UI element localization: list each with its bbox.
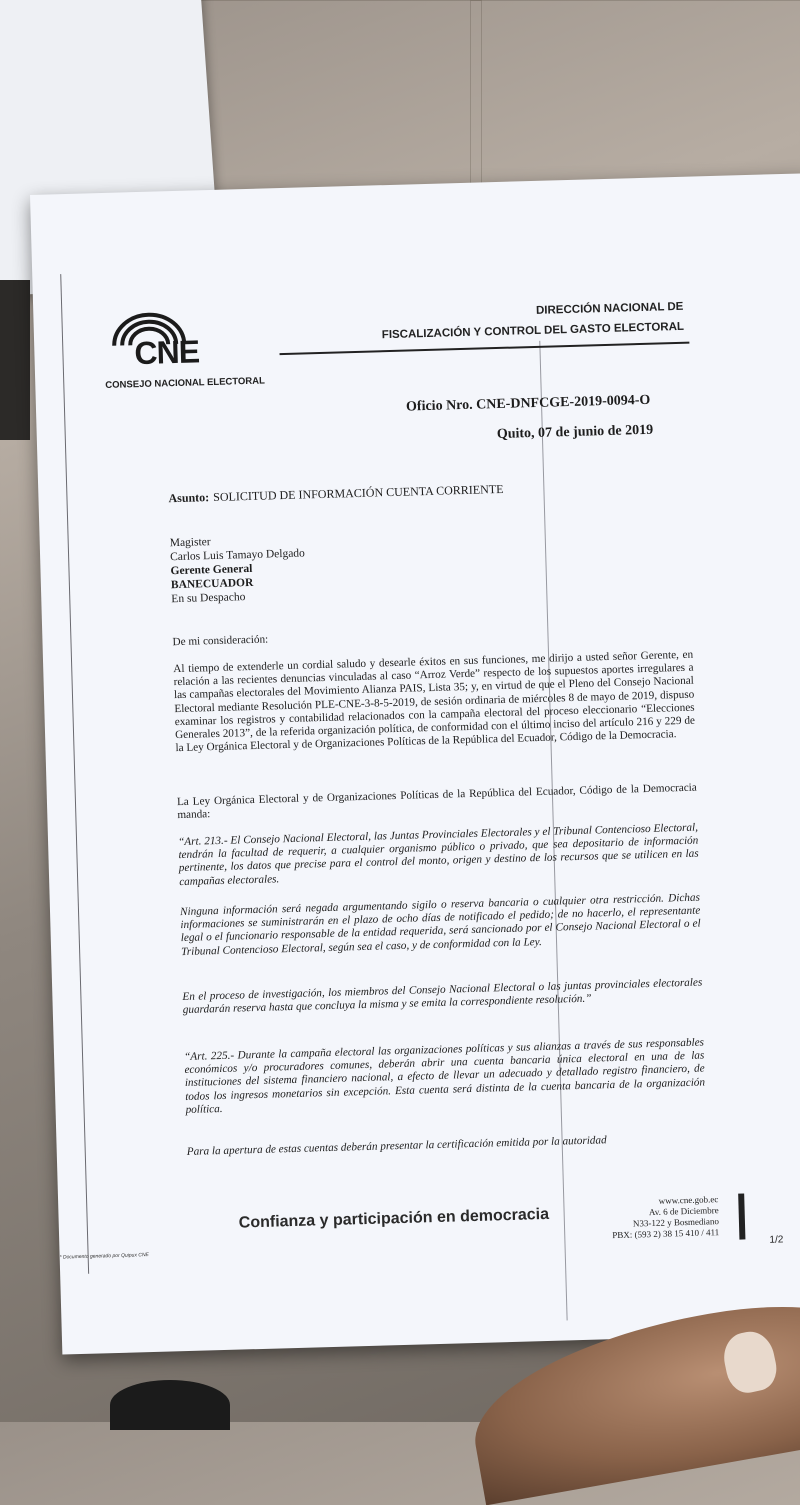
margin-line xyxy=(60,274,89,1274)
logo-subtitle: CONSEJO NACIONAL ELECTORAL xyxy=(105,375,266,391)
paragraph-art-213-cont: Ninguna información será negada argumentando sigilo o reserva bancaria o cualquier otra restricción. Dichas informaciones se suministrarán en el plazo de ocho días de notificado el pedido; de no hacerlo, el representante legal o el funcionario responsable de la entidad requerida, será sancionado por el Consejo Nacional Electoral o el Tribunal Contencioso Electoral, según sea el caso, y de conformidad con la Ley. xyxy=(179,891,701,958)
oficio-number: Oficio Nro. CNE-DNFCGE-2019-0094-O xyxy=(405,392,651,415)
footer-contact xyxy=(598,1194,719,1241)
footer-address-2: N33-122 y Bosmediano xyxy=(632,1216,720,1229)
paragraph-art-213-end: En el proceso de investigación, los miembros del Consejo Nacional Electoral o las juntas provinciales electorales guardarán reserva hasta que concluya la misma y se emita la correspondiente resolución.” xyxy=(182,976,703,1017)
shoe xyxy=(110,1380,230,1430)
logo-text: CNE xyxy=(133,333,200,372)
subject-text: SOLICITUD DE INFORMACIÓN CUENTA CORRIENTE xyxy=(212,481,504,504)
letter-date: Quito, 07 de junio de 2019 xyxy=(496,422,654,443)
footer-phone: PBX: (593 2) 38 15 410 / 411 xyxy=(612,1227,720,1241)
background-dark-object xyxy=(0,280,30,440)
paragraph-art-225: “Art. 225.- Durante la campaña electoral las organizaciones políticas y sus alianzas a través de sus responsables económicos y/o procuradores comunes, deberán abrir una cuenta bancaria única electoral en una de las instituciones del sistema financiero nacional, a efecto de llevar un adecuado y detallado registro financiero, de todos los ingresos monetarios sin excepción. Esta cuenta será distinta de la cuenta bancaria de la organización política. xyxy=(183,1036,706,1116)
paragraph-1: Al tiempo de extenderle un cordial saludo y desearle éxitos en sus funciones, me dirijo a usted señor Gerente, en relación a las recientes denuncias vinculadas al caso “Arroz Verde” respecto de los supuestos aportes irregulares a las campañas electorales del Movimiento Alianza PAIS, Lista 35; y, en virtud de que el Pleno del Consejo Nacional Electoral mediante Resolución PLE-CNE-3-8-5-2019, de sesión ordinaria de miércoles 8 de mayo de 2019, dispuso examinar los registros y contabilidad relacionados con la campaña electoral del proceso eleccionario “Elecciones Generales 2013”, de la referida organización política, de conformidad con el último inciso del artículo 216 y 229 de la Ley Orgánica Electoral y de Organizaciones Políticas de la República del Ecuador, Código de la Democracia. xyxy=(173,648,696,755)
page-number: 1/2 xyxy=(769,1234,784,1246)
footer-address-1: Av. 6 de Diciembre xyxy=(648,1205,719,1218)
cne-logo xyxy=(103,304,266,391)
footer-bar xyxy=(738,1193,745,1239)
footer-web: www.cne.gob.ec xyxy=(658,1194,719,1206)
paragraph-art-213: “Art. 213.- El Consejo Nacional Electoral, las Juntas Provinciales Electorales y el Tribunal Contencioso Electoral, tendrán la facultad de requerir, a cualquier organismo público o privado, que sea depositario de información pertinente, los datos que precise para el control del monto, origen y destino de los recursos que se utilicen en las campañas electorales. xyxy=(177,821,699,888)
recipient-closing: En su Despacho xyxy=(171,591,246,606)
subject-label: Asunto: xyxy=(168,490,210,506)
paragraph-final: Para la apertura de estas cuentas deberán presentar la certificación emitida por la autoridad xyxy=(186,1134,607,1158)
recipient-org: BANECUADOR xyxy=(170,576,254,592)
department-line-1: DIRECCIÓN NACIONAL DE xyxy=(535,300,684,317)
recipient-title: Magister xyxy=(169,536,211,550)
recipient-role: Gerente General xyxy=(170,562,253,578)
letter-page xyxy=(30,173,800,1354)
footer-left-note: * Documento generado por Quipux CNE xyxy=(59,1252,149,1261)
header-rule xyxy=(280,342,690,355)
footer-slogan: Confianza y participación en democracia xyxy=(238,1205,550,1232)
recipient-name: Carlos Luis Tamayo Delgado xyxy=(170,547,306,564)
department-line-2: FISCALIZACIÓN Y CONTROL DEL GASTO ELECTORAL xyxy=(381,320,685,342)
department-heading xyxy=(363,297,684,346)
recipient-block xyxy=(170,532,307,606)
subject-line xyxy=(168,482,503,506)
salutation: De mi consideración: xyxy=(172,633,269,649)
paragraph-2: La Ley Orgánica Electoral y de Organizaciones Políticas de la República del Ecuador, Código de la Democracia manda: xyxy=(176,781,697,822)
